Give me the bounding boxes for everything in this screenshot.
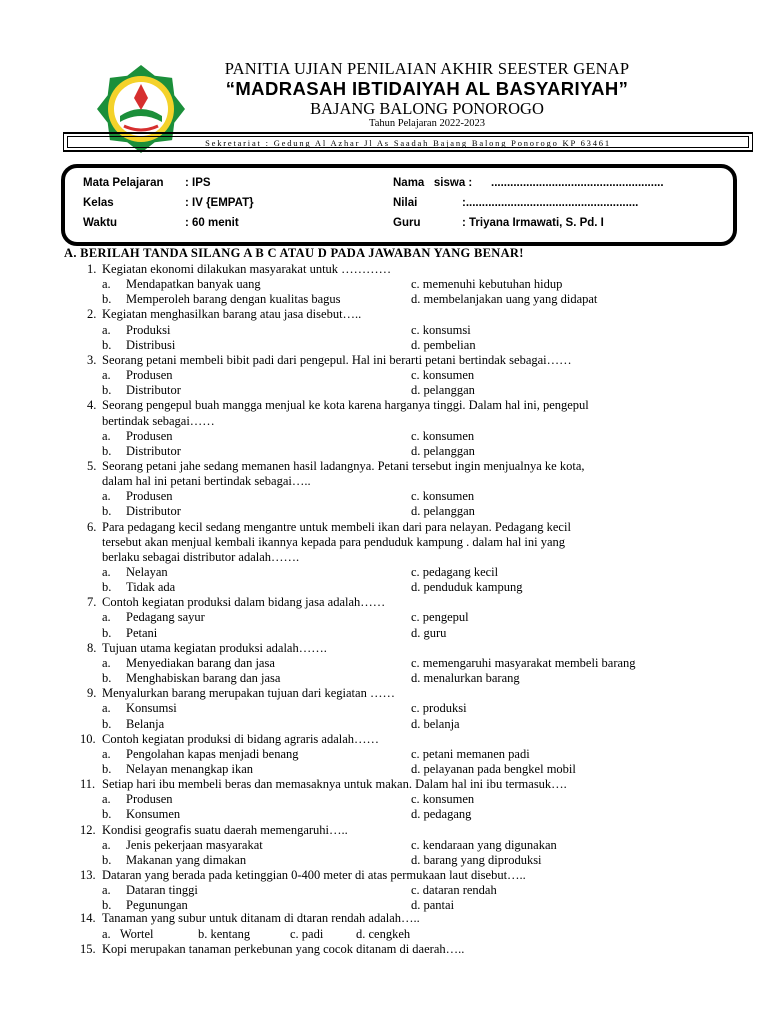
question-number: 10. — [80, 731, 96, 746]
option-b[interactable]: Makanan yang dimakan — [126, 852, 247, 867]
option-c[interactable]: c. konsumen — [411, 428, 475, 443]
option-d[interactable]: d. pantai — [411, 898, 455, 913]
option-d[interactable]: d. pelayanan pada bengkel mobil — [411, 761, 576, 776]
question-number: 12. — [80, 822, 96, 837]
option-c[interactable]: c. produksi — [411, 701, 467, 716]
option-a-letter: a. — [102, 883, 111, 898]
option-b[interactable]: Pegunungan — [126, 898, 188, 913]
option-b-letter: b. — [102, 852, 112, 867]
option-b-letter: b. — [102, 898, 112, 913]
subject-value: : IPS — [185, 177, 211, 189]
option-b-letter: b. — [102, 580, 112, 595]
section-a-instruction: A. BERILAH TANDA SILANG A B C ATAU D PADA JAWABAN YANG BENAR! — [64, 246, 524, 260]
question-text: dalam hal ini petani bertindak sebagai….. — [102, 474, 311, 489]
question-number: 1. — [87, 262, 97, 276]
question-number: 8. — [87, 640, 97, 655]
option-b-letter: b. — [102, 671, 112, 686]
question-text: Dataran yang berada pada ketinggian 0-400 meter di atas permukaan laut disebut….. — [102, 868, 526, 882]
question-text: Seorang pengepul buah mangga menjual ke kota karena harganya tinggi. Dalam hal ini, pengepul — [102, 398, 589, 413]
option-b[interactable]: Distributor — [126, 443, 181, 458]
option-c[interactable]: c. memenuhi kebutuhan hidup — [411, 277, 563, 292]
option-c[interactable]: c. pedagang kecil — [411, 565, 499, 579]
option-a-letter: a. — [102, 792, 111, 807]
option-b[interactable]: Memperoleh barang dengan kualitas bagus — [126, 292, 341, 307]
option-b[interactable]: Distributor — [126, 504, 181, 519]
option-a[interactable]: Produksi — [126, 322, 171, 337]
option-a[interactable]: Pengolahan kapas menjadi benang — [126, 746, 299, 761]
option-c[interactable]: c. padi — [290, 927, 324, 941]
question-text: Kondisi geografis suatu daerah memengaruhi….. — [102, 822, 348, 837]
question-number: 14. — [80, 911, 96, 925]
option-c[interactable]: c. petani memanen padi — [411, 746, 530, 761]
option-b[interactable]: Konsumen — [126, 807, 181, 822]
question-text: Seorang petani jahe sedang memanen hasil ladangnya. Petani tersebut ingin menjualnya ke kota, — [102, 458, 585, 473]
secretariat-address: Sekretariat : Gedung Al Azhar Jl As Saadah Bajang Balong Ponorogo KP 63461 — [67, 136, 749, 148]
option-c[interactable]: c. konsumsi — [411, 322, 471, 337]
school-name: “MADRASAH IBTIDAIYAH AL BASYARIYAH” — [225, 78, 629, 99]
question-text: berlaku sebagai distributor adalah……. — [102, 549, 300, 564]
option-b-letter: b. — [102, 443, 112, 458]
option-a[interactable]: Produsen — [126, 428, 173, 443]
question-text: Seorang petani membeli bibit padi dari pengepul. Hal ini berarti petani bertindak sebagai…… — [102, 352, 572, 367]
secretariat-bar — [63, 132, 753, 152]
option-a[interactable]: Menyediakan barang dan jasa — [126, 655, 275, 670]
question-number: 13. — [80, 868, 96, 882]
option-d[interactable]: d. pelanggan — [411, 504, 475, 519]
option-c[interactable]: c. konsumen — [411, 792, 475, 807]
option-b[interactable]: Distribusi — [126, 337, 176, 352]
question-text: Contoh kegiatan produksi di bidang agraris adalah…… — [102, 731, 380, 746]
question-text: Tujuan utama kegiatan produksi adalah……. — [102, 640, 327, 655]
question-text: bertindak sebagai…… — [102, 413, 215, 428]
option-a[interactable]: Nelayan — [126, 565, 168, 579]
option-a-letter: a. — [102, 368, 111, 383]
time-label: Waktu — [83, 217, 118, 229]
question-number: 2. — [87, 307, 97, 322]
option-d[interactable]: d. pembelian — [411, 337, 476, 352]
option-a-letter: a. — [102, 610, 111, 625]
option-c[interactable]: c. konsumen — [411, 489, 475, 504]
option-a-letter: a. — [102, 322, 111, 337]
option-b-letter: b. — [102, 292, 112, 307]
question-number: 15. — [80, 942, 96, 956]
option-a-letter: a. — [102, 837, 111, 852]
option-d[interactable]: d. guru — [411, 625, 447, 640]
option-a[interactable]: Pedagang sayur — [126, 610, 205, 625]
class-value: : IV {EMPAT} — [185, 197, 254, 209]
option-b[interactable]: Petani — [126, 625, 158, 640]
teacher-value: : Triyana Irmawati, S. Pd. I — [462, 217, 604, 229]
score-field[interactable]: :...................................................... — [462, 197, 639, 209]
class-label: Kelas — [83, 197, 114, 209]
school-location: BAJANG BALONG PONOROGO — [310, 99, 544, 118]
option-b-letter: b. — [102, 807, 112, 822]
option-b-letter: b. — [102, 337, 112, 352]
option-b-letter: b. — [102, 625, 112, 640]
option-a[interactable]: Produsen — [126, 792, 173, 807]
score-label: Nilai — [393, 197, 418, 209]
option-a[interactable]: a. Wortel — [102, 927, 154, 941]
academic-year: Tahun Pelajaran 2022-2023 — [369, 118, 485, 129]
option-b-letter: b. — [102, 716, 112, 731]
option-b[interactable]: Belanja — [126, 716, 165, 731]
option-d[interactable]: d. membelanjakan uang yang didapat — [411, 292, 598, 307]
option-a[interactable]: Jenis pekerjaan masyarakat — [126, 837, 263, 852]
question-number: 11. — [80, 777, 96, 792]
subject-label: Mata Pelajaran — [83, 177, 164, 189]
option-b[interactable]: Menghabiskan barang dan jasa — [126, 671, 281, 686]
question-text: Kopi merupakan tanaman perkebunan yang cocok ditanam di daerah….. — [102, 942, 465, 956]
option-d[interactable]: d. pedagang — [411, 807, 472, 822]
question-number: 4. — [87, 398, 97, 413]
option-d[interactable]: d. cengkeh — [356, 927, 411, 941]
option-a-letter: a. — [102, 655, 111, 670]
option-d[interactable]: d. barang yang diproduksi — [411, 852, 542, 867]
question-number: 5. — [87, 458, 97, 473]
option-a[interactable]: Mendapatkan banyak uang — [126, 277, 261, 292]
question-text: Kegiatan ekonomi dilakukan masyarakat untuk ………… — [102, 262, 392, 276]
question-text: Tanaman yang subur untuk ditanam di dtaran rendah adalah….. — [102, 911, 420, 925]
option-c[interactable]: c. konsumen — [411, 368, 475, 383]
question-number: 9. — [87, 686, 97, 701]
option-b[interactable]: Tidak ada — [126, 580, 176, 595]
question-number: 3. — [87, 352, 97, 367]
option-c[interactable]: c. dataran rendah — [411, 883, 497, 898]
option-a[interactable]: Produsen — [126, 368, 173, 383]
option-b[interactable]: Nelayan menangkap ikan — [126, 761, 254, 776]
question-text: Menyalurkan barang merupakan tujuan dari kegiatan …… — [102, 686, 395, 701]
option-d[interactable]: d. pelanggan — [411, 443, 475, 458]
option-a-letter: a. — [102, 701, 111, 716]
option-b-letter: b. — [102, 761, 112, 776]
question-text: Setiap hari ibu membeli beras dan memasaknya untuk makan. Dalam hal ini ibu termasuk…. — [102, 777, 567, 792]
option-a-letter: a. — [102, 489, 111, 504]
option-a-letter: a. — [102, 746, 111, 761]
option-b[interactable]: b. kentang — [198, 927, 251, 941]
question-text: tersebut akan menjual kembali ikannya kepada para penduduk kampung . dalam hal ini yang — [102, 534, 566, 549]
option-b-letter: b. — [102, 383, 112, 398]
question-number: 6. — [87, 519, 97, 534]
option-a-letter: a. — [102, 277, 111, 292]
option-d[interactable]: d. pelanggan — [411, 383, 475, 398]
option-b-letter: b. — [102, 504, 112, 519]
question-number: 7. — [87, 595, 97, 610]
option-c[interactable]: c. pengepul — [411, 610, 469, 625]
question-text: Para pedagang kecil sedang mengantre untuk membeli ikan dari para nelayan. Pedagang kecil — [102, 519, 571, 534]
teacher-label: Guru — [393, 217, 421, 229]
question-text: Contoh kegiatan produksi dalam bidang jasa adalah…… — [102, 595, 386, 610]
option-d[interactable]: d. penduduk kampung — [411, 580, 523, 595]
question-text: Kegiatan menghasilkan barang atau jasa disebut….. — [102, 307, 362, 322]
option-b[interactable]: Distributor — [126, 383, 181, 398]
option-d[interactable]: d. belanja — [411, 716, 460, 731]
option-a[interactable]: Produsen — [126, 489, 173, 504]
option-d[interactable]: d. menalurkan barang — [411, 671, 520, 686]
student-name-field[interactable]: ...................................................... — [491, 177, 664, 189]
exam-committee-title: PANITIA UJIAN PENILAIAN AKHIR SEESTER GENAP — [224, 59, 630, 78]
option-a-letter: a. — [102, 428, 111, 443]
option-a-letter: a. — [102, 565, 111, 579]
option-a[interactable]: Konsumsi — [126, 701, 177, 716]
time-value: : 60 menit — [185, 217, 239, 229]
option-c[interactable]: c. memengaruhi masyarakat membeli barang — [411, 655, 636, 670]
student-name-label: Nama siswa : — [393, 177, 473, 189]
option-a[interactable]: Dataran tinggi — [126, 883, 198, 898]
option-c[interactable]: c. kendaraan yang digunakan — [411, 837, 557, 852]
